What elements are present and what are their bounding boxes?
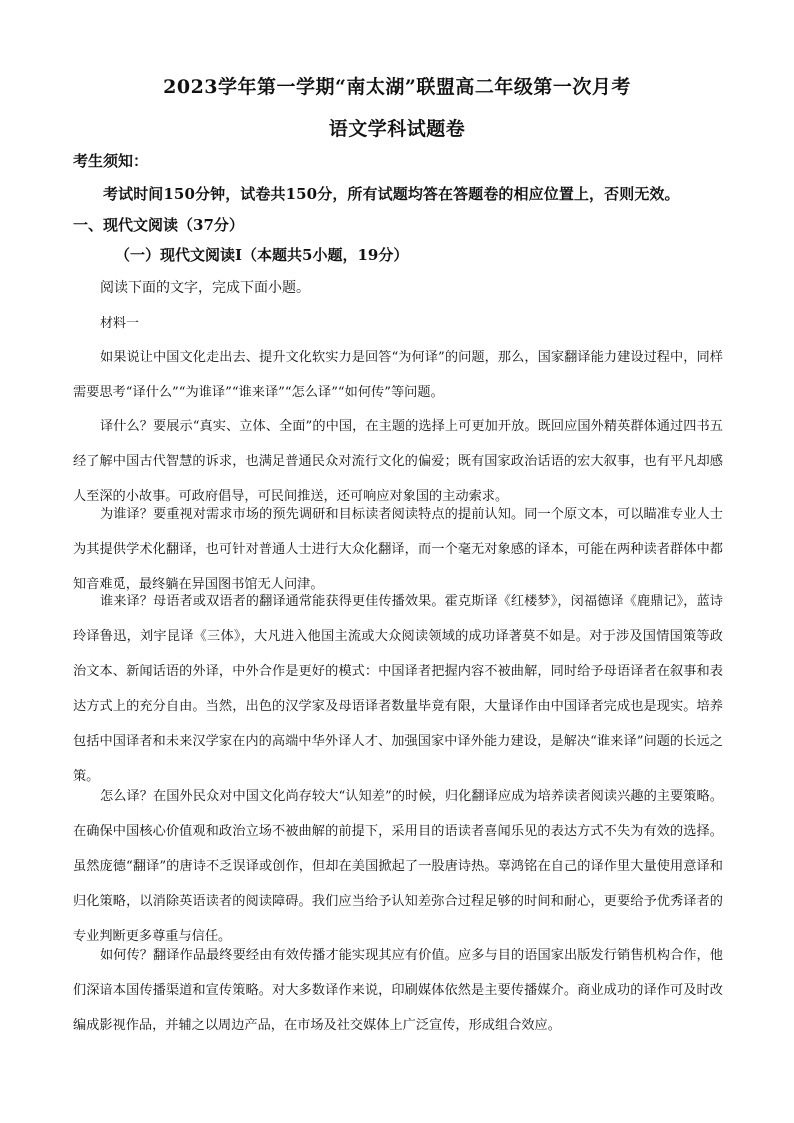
paragraph: 如果说让中国文化走出去、提升文化软实力是回答“为何译”的问题，那么，国家翻译能力建设过程中，同样需要思考“译什么”“为谁译”“谁来译”“怎么译”“如何传”等问题。 xyxy=(73,350,723,401)
subsection-heading: （一）现代文阅读Ⅰ（本题共5小题，19分） xyxy=(115,246,409,264)
reading-instruction: 阅读下面的文字，完成下面小题。 xyxy=(100,280,310,296)
paragraph: 谁来译？母语者或双语者的翻译通常能获得更佳传播效果。霍克斯译《红楼梦》，闵福德译《鹿鼎记》，蓝诗玲译鲁迅，刘宇昆译《三体》，大凡进入他国主流或大众阅读领域的成功译著莫不如是。对于涉及国情国策等政治文本、新闻话语的外译，中外合作是更好的模式：中国译者把握内容不被曲解，同时给予母语译者在叙事和表达方式上的充分自由。当然，出色的汉学家及母语译者数量毕竟有限，大量译作由中国译者完成也是现实。培养包括中国译者和未来汉学家在内的高端中华外译人才、加强国家中译外能力建设，是解决“谁来译”问题的长远之策。 xyxy=(73,594,723,785)
paragraph: 怎么译？在国外民众对中国文化尚存较大“认知差”的时候，归化翻译应成为培养读者阅读兴趣的主要策略。在确保中国核心价值观和政治立场不被曲解的前提下，采用目的语读者喜闻乐见的表达方式不失为有效的选择。虽然庞德“翻译”的唐诗不乏误译或创作，但却在美国掀起了一股唐诗热。辜鸿铭在自己的译作里大量使用意译和归化策略，以消除英语读者的阅读障碍。我们应当给予认知差弥合过程足够的时间和耐心，更要给予优秀译者的专业判断更多尊重与信任。 xyxy=(73,789,723,945)
paragraph: 如何传？翻译作品最终要经由有效传播才能实现其应有价值。应多与目的语国家出版发行销售机构合作，他们深谙本国传播渠道和宣传策略。对大多数译作来说，印刷媒体依然是主要传播媒介。商业成功的译作可及时改编成影视作品，并辅之以周边产品，在市场及社交媒体上广泛宣传，形成组合效应。 xyxy=(73,948,723,1034)
exam-title: 2023学年第一学期“南太湖”联盟高二年级第一次月考 xyxy=(163,76,631,98)
paragraph: 为谁译？要重视对需求市场的预先调研和目标读者阅读特点的提前认知。同一个原文本，可以瞄准专业人士为其提供学术化翻译，也可针对普通人士进行大众化翻译，而一个毫无对象感的译本，可能在两种读者群体中都知音难觅，最终躺在异国图书馆无人问津。 xyxy=(73,507,723,593)
section-heading: 一、现代文阅读（37分） xyxy=(73,216,244,234)
notice-heading: 考生须知： xyxy=(73,152,149,170)
paragraph: 译什么？要展示“真实、立体、全面”的中国，在主题的选择上可更加开放。既回应国外精英群体通过四书五经了解中国古代智慧的诉求，也满足普通民众对流行文化的偏爱；既有国家政治话语的宏大叙事，也有平凡却感人至深的小故事。可政府倡导，可民间推送，还可响应对象国的主动索求。 xyxy=(73,419,723,505)
exam-subtitle: 语文学科试题卷 xyxy=(328,118,466,140)
material-label: 材料一 xyxy=(100,316,140,331)
notice-text: 考试时间150分钟，试卷共150分，所有试题均答在答题卷的相应位置上，否则无效。 xyxy=(103,185,680,203)
